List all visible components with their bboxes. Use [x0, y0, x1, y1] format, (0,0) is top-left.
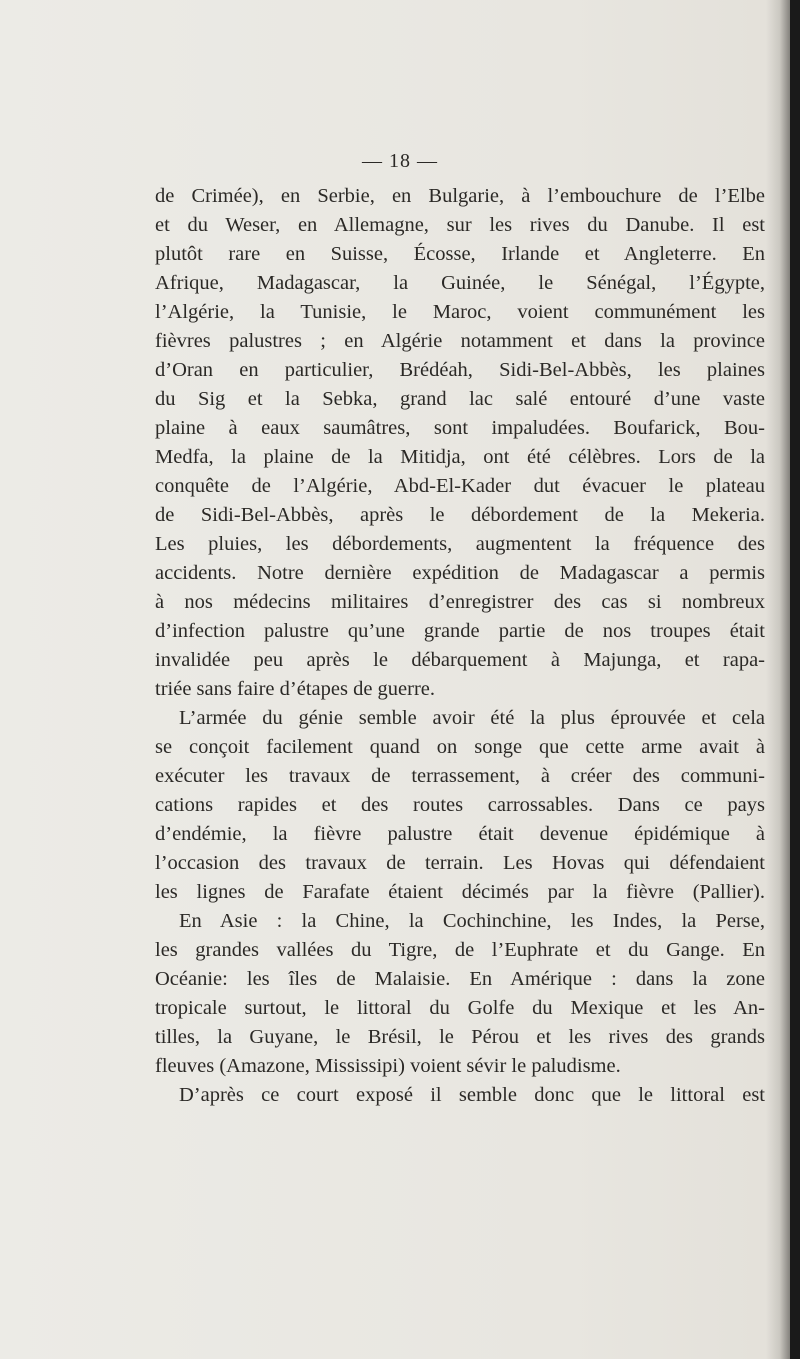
- text-line: conquête de l’Algérie, Abd-El-Kader dut évacuer le plateau: [155, 475, 765, 497]
- text-line: L’armée du génie semble avoir été la plus éprouvée et cela: [179, 707, 765, 729]
- text-line: l’occasion des travaux de terrain. Les Hovas qui défendaient: [155, 852, 765, 874]
- text-line: plaine à eaux saumâtres, sont impaludées. Boufarick, Bou-: [155, 417, 765, 439]
- text-line: Océanie: les îles de Malaisie. En Amérique : dans la zone: [155, 968, 765, 990]
- text-line: invalidée peu après le débarquement à Majunga, et rapa-: [155, 649, 765, 671]
- text-line: fièvres palustres ; en Algérie notamment et dans la province: [155, 330, 765, 352]
- text-line: de Crimée), en Serbie, en Bulgarie, à l’embouchure de l’Elbe: [155, 185, 765, 207]
- text-line: En Asie : la Chine, la Cochinchine, les Indes, la Perse,: [179, 910, 765, 932]
- text-line: de Sidi-Bel-Abbès, après le débordement de la Mekeria.: [155, 504, 765, 526]
- text-line: plutôt rare en Suisse, Écosse, Irlande et Angleterre. En: [155, 243, 765, 265]
- text-line: fleuves (Amazone, Mississipi) voient sévir le paludisme.: [155, 1055, 621, 1077]
- text-line: Les pluies, les débordements, augmentent la fréquence des: [155, 533, 765, 555]
- text-line: Medfa, la plaine de la Mitidja, ont été célèbres. Lors de la: [155, 446, 765, 468]
- text-line: accidents. Notre dernière expédition de Madagascar a permis: [155, 562, 765, 584]
- text-line: tropicale surtout, le littoral du Golfe du Mexique et les An-: [155, 997, 765, 1019]
- page-edge-dark: [790, 0, 800, 1359]
- text-line: et du Weser, en Allemagne, sur les rives du Danube. Il est: [155, 214, 765, 236]
- text-line: cations rapides et des routes carrossables. Dans ce pays: [155, 794, 765, 816]
- text-line: triée sans faire d’étapes de guerre.: [155, 678, 436, 700]
- text-line: d’Oran en particulier, Brédéah, Sidi-Bel-Abbès, les plaines: [155, 359, 765, 381]
- text-line: d’endémie, la fièvre palustre était devenue épidémique à: [155, 823, 765, 845]
- text-line: les grandes vallées du Tigre, de l’Euphrate et du Gange. En: [155, 939, 765, 961]
- text-line: D’après ce court exposé il semble donc que le littoral est: [179, 1084, 765, 1106]
- text-line: l’Algérie, la Tunisie, le Maroc, voient communément les: [155, 301, 765, 323]
- text-line: à nos médecins militaires d’enregistrer des cas si nombreux: [155, 591, 765, 613]
- text-line: du Sig et la Sebka, grand lac salé entouré d’une vaste: [155, 388, 765, 410]
- text-line: les lignes de Farafate étaient décimés par la fièvre (Pallier).: [155, 881, 765, 903]
- text-line: tilles, la Guyane, le Brésil, le Pérou et les rives des grands: [155, 1026, 765, 1048]
- text-line: Afrique, Madagascar, la Guinée, le Sénégal, l’Égypte,: [155, 272, 765, 294]
- body-text: [155, 182, 765, 1110]
- text-line: d’infection palustre qu’une grande partie de nos troupes était: [155, 620, 765, 642]
- page-number: — 18 —: [362, 150, 438, 172]
- text-line: exécuter les travaux de terrassement, à créer des communi-: [155, 765, 765, 787]
- text-line: se conçoit facilement quand on songe que cette arme avait à: [155, 736, 765, 758]
